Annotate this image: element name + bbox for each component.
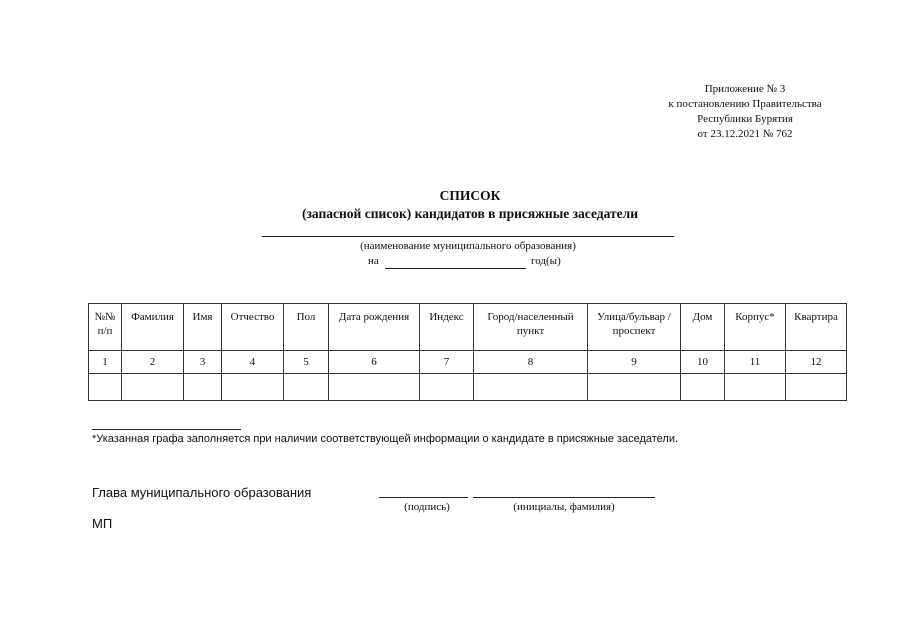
empty-cell [184,374,222,401]
empty-cell [222,374,284,401]
header-cell-birthdate: Дата рождения [329,304,420,351]
empty-cell [681,374,725,401]
appendix-line-4: от 23.12.2021 № 762 [697,128,793,140]
number-cell: 1 [89,351,122,374]
number-cell: 11 [725,351,786,374]
header-cell-surname: Фамилия [122,304,184,351]
header-cell-sex: Пол [284,304,329,351]
number-cell: 8 [474,351,588,374]
municipality-blank-line [262,236,674,237]
number-cell: 3 [184,351,222,374]
header-cell-apartment: Квартира [786,304,847,351]
candidates-table [88,303,847,401]
table-numbers-row [89,351,847,374]
signature-blank-line [379,497,468,498]
table-empty-row [89,374,847,401]
number-cell: 12 [786,351,847,374]
header-cell-building: Корпус* [725,304,786,351]
empty-cell [329,374,420,401]
empty-cell [122,374,184,401]
signature-caption: (подпись) [404,501,450,513]
footnote-text: *Указанная графа заполняется при наличии соответствующей информации о кандидате в присяжные заседатели. [92,433,679,445]
footnote-separator [92,429,241,430]
municipality-caption: (наименование муниципального образования) [360,240,576,252]
header-cell-city: Город/населенный пункт [474,304,588,351]
name-blank-line [473,497,655,498]
appendix-line-1: Приложение № 3 [704,83,786,95]
number-cell: 7 [420,351,474,374]
header-cell-patronymic: Отчество [222,304,284,351]
number-cell: 2 [122,351,184,374]
appendix-line-2: к постановлению Правительства [668,98,822,110]
number-cell: 5 [284,351,329,374]
header-cell-house: Дом [681,304,725,351]
header-cell-index: Индекс [420,304,474,351]
table-header-row [89,304,847,351]
number-cell: 6 [329,351,420,374]
number-cell: 9 [588,351,681,374]
document-title: СПИСОК [439,188,501,203]
year-blank-line [385,268,526,269]
name-caption: (инициалы, фамилия) [513,501,615,513]
seal-label: МП [92,516,113,531]
empty-cell [588,374,681,401]
document-subtitle: (запасной список) кандидатов в присяжные заседатели [302,206,638,221]
empty-cell [420,374,474,401]
number-cell: 10 [681,351,725,374]
appendix-block [620,82,870,142]
number-cell: 4 [222,351,284,374]
year-prefix: на [368,255,379,267]
year-suffix: год(ы) [531,255,561,267]
empty-cell [284,374,329,401]
empty-cell [786,374,847,401]
empty-cell [725,374,786,401]
empty-cell [89,374,122,401]
empty-cell [474,374,588,401]
header-cell-street: Улица/бульвар /проспект [588,304,681,351]
header-cell-number: №№ п/п [89,304,122,351]
appendix-line-3: Республики Бурятия [697,113,793,125]
header-cell-name: Имя [184,304,222,351]
head-label: Глава муниципального образования [92,485,312,500]
